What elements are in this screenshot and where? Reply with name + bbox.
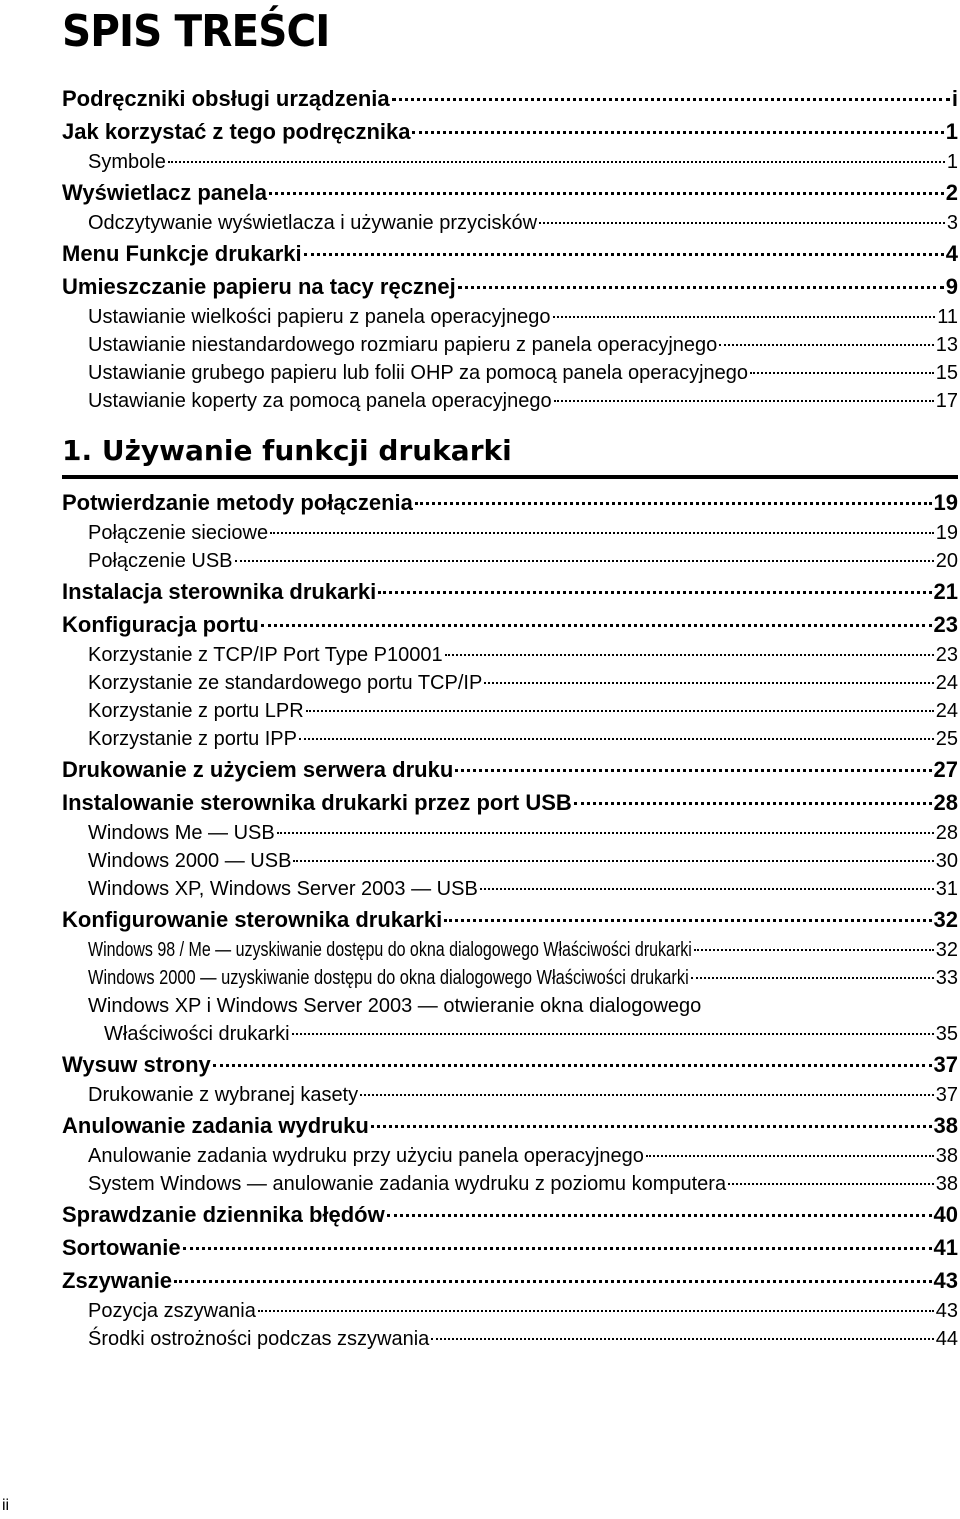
- entry-title: Wysuw strony: [62, 1052, 211, 1077]
- dot-leader: [415, 502, 932, 505]
- entry-page-number: 38: [935, 1173, 958, 1195]
- dot-leader: [719, 344, 933, 346]
- entry-page-number: 28: [933, 790, 958, 815]
- toc-entry[interactable]: [62, 1231, 958, 1264]
- entry-page-number: 30: [935, 850, 958, 872]
- entry-title: Korzystanie ze standardowego portu TCP/IP: [88, 672, 483, 694]
- toc-subentry[interactable]: [62, 1297, 958, 1325]
- entry-page-number: 19: [933, 490, 958, 515]
- toc-subentry[interactable]: [62, 1325, 958, 1353]
- toc-subentry[interactable]: [62, 725, 958, 753]
- toc-entry[interactable]: [62, 1198, 958, 1231]
- entry-page-number: 21: [933, 579, 958, 604]
- toc-subentry[interactable]: [62, 1020, 958, 1048]
- dot-leader: [183, 1247, 932, 1250]
- dot-leader: [387, 1214, 932, 1217]
- entry-page-number: 38: [935, 1145, 958, 1167]
- entry-title: Menu Funkcje drukarki: [62, 241, 302, 266]
- entry-title: Ustawianie grubego papieru lub folii OHP za pomocą panela operacyjnego: [88, 362, 749, 384]
- toc-entry[interactable]: [62, 1109, 958, 1142]
- toc-subentry[interactable]: [62, 669, 958, 697]
- entry-page-number: 23: [935, 644, 958, 666]
- toc-entry[interactable]: [62, 575, 958, 608]
- dot-leader: [213, 1064, 932, 1067]
- entry-page-number: 24: [935, 672, 958, 694]
- entry-page-number: 23: [933, 612, 958, 637]
- entry-page-number: 33: [935, 967, 958, 989]
- dot-leader: [445, 654, 934, 656]
- entry-title: Potwierdzanie metody połączenia: [62, 490, 413, 515]
- entry-title: Sortowanie: [62, 1235, 181, 1260]
- toc-subentry[interactable]: [62, 1170, 958, 1198]
- entry-title: Windows XP, Windows Server 2003 — USB: [88, 878, 478, 900]
- entry-page-number: 20: [935, 550, 958, 572]
- entry-page-number: 38: [933, 1113, 958, 1138]
- toc-subentry[interactable]: [62, 209, 958, 237]
- dot-leader: [168, 161, 945, 163]
- entry-page-number: i: [951, 86, 958, 111]
- toc-subentry[interactable]: [62, 847, 958, 875]
- dot-leader: [269, 192, 944, 195]
- toc-subentry[interactable]: [62, 819, 958, 847]
- toc-entry[interactable]: [62, 115, 958, 148]
- dot-leader: [306, 710, 934, 712]
- toc-entry[interactable]: [62, 753, 958, 786]
- entry-title: Podręczniki obsługi urządzenia: [62, 86, 390, 111]
- entry-title: Anulowanie zadania wydruku przy użyciu panela operacyjnego: [88, 1145, 644, 1167]
- dot-leader: [378, 591, 931, 594]
- toc-subentry[interactable]: [62, 1142, 958, 1170]
- toc-subentry[interactable]: [62, 148, 958, 176]
- entry-title: Zszywanie: [62, 1268, 173, 1293]
- entry-page-number: 31: [935, 878, 958, 900]
- dot-leader: [574, 802, 932, 805]
- toc-entry[interactable]: [62, 486, 958, 519]
- dot-leader: [270, 532, 934, 534]
- dot-leader: [261, 624, 932, 627]
- toc-subentry[interactable]: [62, 1081, 958, 1109]
- entry-title: Ustawianie wielkości papieru z panela operacyjnego: [88, 306, 551, 328]
- page-title: SPIS TREŚCI: [62, 6, 330, 57]
- dot-leader: [646, 1155, 934, 1157]
- toc-entry[interactable]: [62, 608, 958, 641]
- entry-page-number: 2: [945, 180, 958, 205]
- toc-entry[interactable]: [62, 270, 958, 303]
- entry-page-number: 32: [933, 907, 958, 932]
- entry-page-number: 37: [935, 1084, 958, 1106]
- dot-leader: [694, 949, 934, 951]
- entry-page-number: 19: [935, 522, 958, 544]
- entry-title: Korzystanie z TCP/IP Port Type P10001: [88, 644, 443, 666]
- toc-subentry[interactable]: [62, 641, 958, 669]
- entry-title: Konfiguracja portu: [62, 612, 259, 637]
- dot-leader: [235, 560, 934, 562]
- entry-title: Windows 2000 — uzyskiwanie dostępu do okna dialogowego Właściwości drukarki: [88, 967, 689, 989]
- dot-leader: [174, 1280, 931, 1283]
- entry-page-number: 44: [935, 1328, 958, 1350]
- entry-page-number: 28: [935, 822, 958, 844]
- dot-leader: [299, 738, 934, 740]
- toc-subentry[interactable]: [62, 303, 958, 331]
- toc-subentry[interactable]: [62, 331, 958, 359]
- toc-subentry[interactable]: [62, 697, 958, 725]
- dot-leader: [484, 682, 933, 684]
- entry-page-number: 3: [946, 212, 958, 234]
- entry-title: Windows Me — USB: [88, 822, 275, 844]
- entry-title: Właściwości drukarki: [104, 1023, 290, 1045]
- entry-title: Anulowanie zadania wydruku: [62, 1113, 369, 1138]
- dot-leader: [292, 1033, 934, 1035]
- entry-title: Korzystanie z portu IPP: [88, 728, 297, 750]
- toc-entry[interactable]: [62, 903, 958, 936]
- toc-intro: [62, 82, 958, 415]
- entry-title: Instalowanie sterownika drukarki przez port USB: [62, 790, 572, 815]
- entry-title: Ustawianie koperty za pomocą panela operacyjnego: [88, 390, 552, 412]
- entry-title: Środki ostrożności podczas zszywania: [88, 1328, 430, 1350]
- entry-title: Odczytywanie wyświetlacza i używanie przycisków: [88, 212, 538, 234]
- dot-leader: [455, 769, 931, 772]
- toc-subentry[interactable]: [62, 387, 958, 415]
- entry-page-number: 40: [933, 1202, 958, 1227]
- dot-leader: [728, 1183, 934, 1185]
- entry-page-number: 25: [935, 728, 958, 750]
- toc-entry[interactable]: [62, 1048, 958, 1081]
- entry-title: Połączenie USB: [88, 550, 233, 572]
- entry-title: Drukowanie z wybranej kasety: [88, 1084, 359, 1106]
- dot-leader: [431, 1338, 933, 1340]
- dot-leader: [304, 253, 944, 256]
- dot-leader: [371, 1125, 932, 1128]
- entry-title: Ustawianie niestandardowego rozmiaru papieru z panela operacyjnego: [88, 334, 718, 356]
- entry-page-number: 9: [945, 274, 958, 299]
- entry-page-number: 37: [933, 1052, 958, 1077]
- toc-subentry[interactable]: [62, 519, 958, 547]
- entry-title: Konfigurowanie sterownika drukarki: [62, 907, 443, 932]
- entry-page-number: 43: [935, 1300, 958, 1322]
- entry-title: Pozycja zszywania: [88, 1300, 256, 1322]
- dot-leader: [554, 400, 934, 402]
- entry-page-number: 1: [946, 151, 958, 173]
- toc-entry[interactable]: [62, 82, 958, 115]
- entry-title: Instalacja sterownika drukarki: [62, 579, 377, 604]
- toc-subentry[interactable]: [62, 359, 958, 387]
- toc-entry-line: Windows XP i Windows Server 2003 — otwieranie okna dialogowego: [88, 995, 702, 1017]
- entry-page-number: 35: [935, 1023, 958, 1045]
- entry-page-number: 15: [935, 362, 958, 384]
- chapter-heading: 1. Używanie funkcji drukarki: [62, 434, 958, 479]
- entry-title: Sprawdzanie dziennika błędów: [62, 1202, 385, 1227]
- toc-subentry[interactable]: [62, 964, 958, 992]
- dot-leader: [293, 860, 933, 862]
- dot-leader: [750, 372, 934, 374]
- toc-entry[interactable]: [62, 1264, 958, 1297]
- dot-leader: [277, 832, 934, 834]
- toc-entry[interactable]: [62, 176, 958, 209]
- toc-chapter: [62, 486, 958, 1353]
- entry-title: System Windows — anulowanie zadania wydruku z poziomu komputera: [88, 1173, 727, 1195]
- dot-leader: [444, 919, 931, 922]
- entry-page-number: 13: [935, 334, 958, 356]
- entry-page-number: 24: [935, 700, 958, 722]
- dot-leader: [392, 98, 950, 101]
- entry-page-number: 32: [935, 939, 958, 961]
- entry-title: Wyświetlacz panela: [62, 180, 268, 205]
- entry-title: Windows 2000 — USB: [88, 850, 292, 872]
- page-number: ii: [2, 1497, 10, 1514]
- dot-leader: [458, 286, 944, 289]
- entry-title: Drukowanie z użyciem serwera druku: [62, 757, 454, 782]
- toc-subentry[interactable]: [62, 936, 958, 964]
- dot-leader: [360, 1094, 934, 1096]
- toc-entry[interactable]: [62, 786, 958, 819]
- entry-page-number: 27: [933, 757, 958, 782]
- entry-title: Symbole: [88, 151, 166, 173]
- dot-leader: [691, 977, 934, 979]
- entry-title: Windows 98 / Me — uzyskiwanie dostępu do okna dialogowego Właściwości drukarki: [88, 939, 692, 961]
- entry-title: Połączenie sieciowe: [88, 522, 269, 544]
- entry-title: Korzystanie z portu LPR: [88, 700, 304, 722]
- dot-leader: [412, 131, 943, 134]
- toc-subentry[interactable]: [62, 547, 958, 575]
- entry-page-number: 43: [933, 1268, 958, 1293]
- dot-leader: [539, 222, 945, 224]
- dot-leader: [553, 316, 936, 318]
- toc-subentry[interactable]: [62, 875, 958, 903]
- dot-leader: [258, 1310, 934, 1312]
- entry-page-number: 17: [935, 390, 958, 412]
- entry-title: Jak korzystać z tego podręcznika: [62, 119, 411, 144]
- entry-page-number: 41: [933, 1235, 958, 1260]
- entry-page-number: 4: [945, 241, 958, 266]
- entry-title: Umieszczanie papieru na tacy ręcznej: [62, 274, 456, 299]
- dot-leader: [480, 888, 934, 890]
- toc-entry[interactable]: [62, 237, 958, 270]
- entry-page-number: 11: [937, 306, 958, 328]
- entry-page-number: 1: [945, 119, 958, 144]
